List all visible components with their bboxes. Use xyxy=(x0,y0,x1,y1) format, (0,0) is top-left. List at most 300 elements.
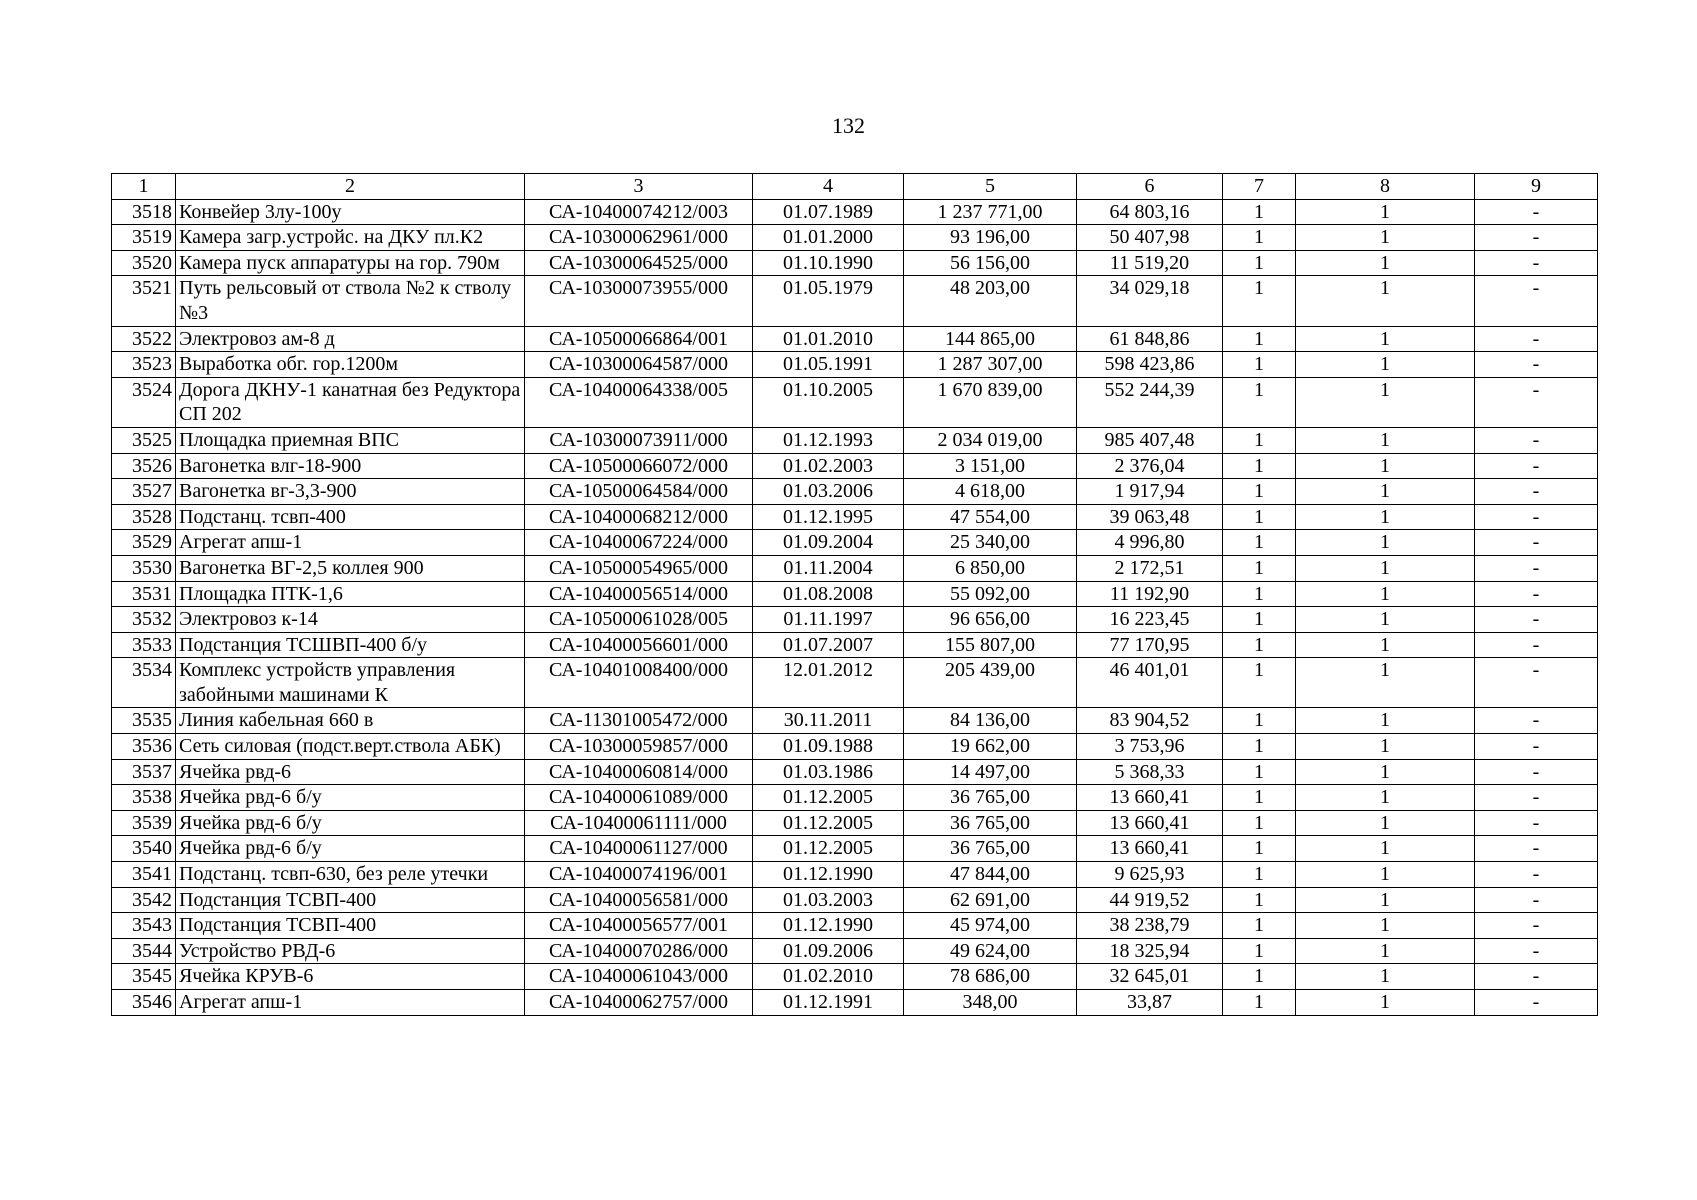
initial-cost: 93 196,00 xyxy=(904,225,1077,251)
commission-date: 01.02.2010 xyxy=(753,964,904,990)
asset-name: Дорога ДКНУ-1 канатная без Редуктора СП 202 xyxy=(176,377,525,427)
initial-cost: 56 156,00 xyxy=(904,250,1077,276)
row-number: 3523 xyxy=(112,352,176,378)
commission-date: 01.01.2000 xyxy=(753,225,904,251)
row-number: 3530 xyxy=(112,555,176,581)
inventory-code: СА-10400056514/000 xyxy=(525,581,753,607)
table-row xyxy=(112,887,1598,913)
row-number: 3522 xyxy=(112,326,176,352)
note-cell: - xyxy=(1475,913,1598,939)
quantity-cell: 1 xyxy=(1223,785,1296,811)
initial-cost: 25 340,00 xyxy=(904,530,1077,556)
commission-date: 01.03.1986 xyxy=(753,759,904,785)
quantity-cell: 1 xyxy=(1296,913,1475,939)
table-row xyxy=(112,581,1598,607)
initial-cost: 205 439,00 xyxy=(904,658,1077,708)
quantity-cell: 1 xyxy=(1296,479,1475,505)
commission-date: 01.10.2005 xyxy=(753,377,904,427)
note-cell: - xyxy=(1475,225,1598,251)
initial-cost: 45 974,00 xyxy=(904,913,1077,939)
asset-name: Подстанция ТСВП-400 xyxy=(176,887,525,913)
row-number: 3535 xyxy=(112,708,176,734)
table-row xyxy=(112,504,1598,530)
initial-cost: 2 034 019,00 xyxy=(904,427,1077,453)
row-number: 3518 xyxy=(112,199,176,225)
initial-cost: 62 691,00 xyxy=(904,887,1077,913)
asset-name: Электровоз к-14 xyxy=(176,607,525,633)
inventory-code: СА-10300059857/000 xyxy=(525,734,753,760)
residual-value: 11 519,20 xyxy=(1077,250,1223,276)
inventory-code: СА-10500061028/005 xyxy=(525,607,753,633)
commission-date: 01.08.2008 xyxy=(753,581,904,607)
quantity-cell: 1 xyxy=(1296,708,1475,734)
commission-date: 01.12.1995 xyxy=(753,504,904,530)
note-cell: - xyxy=(1475,377,1598,427)
table-row xyxy=(112,276,1598,326)
table-row xyxy=(112,708,1598,734)
row-number: 3533 xyxy=(112,632,176,658)
asset-name: Путь рельсовый от ствола №2 к стволу №3 xyxy=(176,276,525,326)
residual-value: 2 172,51 xyxy=(1077,555,1223,581)
table-row xyxy=(112,810,1598,836)
inventory-code: СА-11301005472/000 xyxy=(525,708,753,734)
table-row xyxy=(112,453,1598,479)
commission-date: 01.12.1990 xyxy=(753,913,904,939)
row-number: 3528 xyxy=(112,504,176,530)
initial-cost: 48 203,00 xyxy=(904,276,1077,326)
quantity-cell: 1 xyxy=(1296,607,1475,633)
column-header: 7 xyxy=(1223,174,1296,200)
residual-value: 32 645,01 xyxy=(1077,964,1223,990)
initial-cost: 3 151,00 xyxy=(904,453,1077,479)
table-row xyxy=(112,785,1598,811)
initial-cost: 49 624,00 xyxy=(904,938,1077,964)
quantity-cell: 1 xyxy=(1223,199,1296,225)
note-cell: - xyxy=(1475,504,1598,530)
quantity-cell: 1 xyxy=(1296,555,1475,581)
commission-date: 01.11.1997 xyxy=(753,607,904,633)
residual-value: 13 660,41 xyxy=(1077,810,1223,836)
table-row xyxy=(112,225,1598,251)
row-number: 3527 xyxy=(112,479,176,505)
header-row xyxy=(112,174,1598,200)
residual-value: 33,87 xyxy=(1077,990,1223,1016)
note-cell: - xyxy=(1475,810,1598,836)
row-number: 3519 xyxy=(112,225,176,251)
asset-name: Подстанц. тсвп-630, без реле утечки xyxy=(176,862,525,888)
quantity-cell: 1 xyxy=(1223,810,1296,836)
note-cell: - xyxy=(1475,581,1598,607)
residual-value: 1 917,94 xyxy=(1077,479,1223,505)
initial-cost: 36 765,00 xyxy=(904,836,1077,862)
quantity-cell: 1 xyxy=(1223,276,1296,326)
asset-name: Вагонетка ВГ-2,5 коллея 900 xyxy=(176,555,525,581)
quantity-cell: 1 xyxy=(1223,887,1296,913)
residual-value: 598 423,86 xyxy=(1077,352,1223,378)
note-cell: - xyxy=(1475,352,1598,378)
inventory-code: СА-10400074196/001 xyxy=(525,862,753,888)
table-row xyxy=(112,607,1598,633)
residual-value: 50 407,98 xyxy=(1077,225,1223,251)
row-number: 3532 xyxy=(112,607,176,633)
quantity-cell: 1 xyxy=(1296,276,1475,326)
inventory-code: СА-10300073955/000 xyxy=(525,276,753,326)
table-row xyxy=(112,530,1598,556)
inventory-code: СА-10400067224/000 xyxy=(525,530,753,556)
residual-value: 34 029,18 xyxy=(1077,276,1223,326)
inventory-code: СА-10500054965/000 xyxy=(525,555,753,581)
commission-date: 01.12.1991 xyxy=(753,990,904,1016)
asset-name: Подстанция ТСШВП-400 б/у xyxy=(176,632,525,658)
inventory-code: СА-10400061089/000 xyxy=(525,785,753,811)
asset-name: Площадка ПТК-1,6 xyxy=(176,581,525,607)
row-number: 3525 xyxy=(112,427,176,453)
asset-name: Сеть силовая (подст.верт.ствола АБК) xyxy=(176,734,525,760)
inventory-code: СА-10400056601/000 xyxy=(525,632,753,658)
row-number: 3536 xyxy=(112,734,176,760)
residual-value: 18 325,94 xyxy=(1077,938,1223,964)
commission-date: 01.12.2005 xyxy=(753,785,904,811)
quantity-cell: 1 xyxy=(1223,990,1296,1016)
column-header: 8 xyxy=(1296,174,1475,200)
quantity-cell: 1 xyxy=(1296,964,1475,990)
note-cell: - xyxy=(1475,887,1598,913)
quantity-cell: 1 xyxy=(1223,453,1296,479)
note-cell: - xyxy=(1475,250,1598,276)
table-row xyxy=(112,479,1598,505)
commission-date: 01.05.1979 xyxy=(753,276,904,326)
note-cell: - xyxy=(1475,427,1598,453)
row-number: 3546 xyxy=(112,990,176,1016)
row-number: 3544 xyxy=(112,938,176,964)
commission-date: 01.02.2003 xyxy=(753,453,904,479)
row-number: 3541 xyxy=(112,862,176,888)
quantity-cell: 1 xyxy=(1296,225,1475,251)
row-number: 3529 xyxy=(112,530,176,556)
asset-name: Камера загр.устройс. на ДКУ пл.К2 xyxy=(176,225,525,251)
quantity-cell: 1 xyxy=(1296,785,1475,811)
residual-value: 5 368,33 xyxy=(1077,759,1223,785)
residual-value: 44 919,52 xyxy=(1077,887,1223,913)
inventory-code: СА-10400056577/001 xyxy=(525,913,753,939)
asset-name: Ячейка рвд-6 xyxy=(176,759,525,785)
table-row xyxy=(112,352,1598,378)
initial-cost: 55 092,00 xyxy=(904,581,1077,607)
initial-cost: 1 237 771,00 xyxy=(904,199,1077,225)
quantity-cell: 1 xyxy=(1223,938,1296,964)
quantity-cell: 1 xyxy=(1223,658,1296,708)
asset-name: Подстанция ТСВП-400 xyxy=(176,913,525,939)
asset-name: Линия кабельная 660 в xyxy=(176,708,525,734)
quantity-cell: 1 xyxy=(1223,913,1296,939)
column-header: 1 xyxy=(112,174,176,200)
note-cell: - xyxy=(1475,658,1598,708)
quantity-cell: 1 xyxy=(1296,887,1475,913)
commission-date: 01.12.2005 xyxy=(753,836,904,862)
row-number: 3531 xyxy=(112,581,176,607)
initial-cost: 19 662,00 xyxy=(904,734,1077,760)
residual-value: 985 407,48 xyxy=(1077,427,1223,453)
residual-value: 77 170,95 xyxy=(1077,632,1223,658)
table-row xyxy=(112,734,1598,760)
quantity-cell: 1 xyxy=(1296,326,1475,352)
quantity-cell: 1 xyxy=(1296,734,1475,760)
note-cell: - xyxy=(1475,555,1598,581)
inventory-code: СА-10400061043/000 xyxy=(525,964,753,990)
quantity-cell: 1 xyxy=(1223,708,1296,734)
initial-cost: 78 686,00 xyxy=(904,964,1077,990)
quantity-cell: 1 xyxy=(1296,632,1475,658)
commission-date: 01.12.1993 xyxy=(753,427,904,453)
table-row xyxy=(112,555,1598,581)
asset-name: Камера пуск аппаратуры на гор. 790м xyxy=(176,250,525,276)
table-row xyxy=(112,862,1598,888)
commission-date: 01.07.1989 xyxy=(753,199,904,225)
commission-date: 01.11.2004 xyxy=(753,555,904,581)
note-cell: - xyxy=(1475,785,1598,811)
row-number: 3537 xyxy=(112,759,176,785)
residual-value: 2 376,04 xyxy=(1077,453,1223,479)
row-number: 3520 xyxy=(112,250,176,276)
quantity-cell: 1 xyxy=(1223,759,1296,785)
note-cell: - xyxy=(1475,276,1598,326)
note-cell: - xyxy=(1475,938,1598,964)
asset-name: Электровоз ам-8 д xyxy=(176,326,525,352)
row-number: 3524 xyxy=(112,377,176,427)
quantity-cell: 1 xyxy=(1223,352,1296,378)
inventory-code: СА-10400074212/003 xyxy=(525,199,753,225)
initial-cost: 4 618,00 xyxy=(904,479,1077,505)
note-cell: - xyxy=(1475,759,1598,785)
commission-date: 01.01.2010 xyxy=(753,326,904,352)
inventory-code: СА-10500066864/001 xyxy=(525,326,753,352)
initial-cost: 6 850,00 xyxy=(904,555,1077,581)
quantity-cell: 1 xyxy=(1223,555,1296,581)
quantity-cell: 1 xyxy=(1296,199,1475,225)
residual-value: 11 192,90 xyxy=(1077,581,1223,607)
commission-date: 01.12.1990 xyxy=(753,862,904,888)
quantity-cell: 1 xyxy=(1223,250,1296,276)
inventory-code: СА-10300073911/000 xyxy=(525,427,753,453)
residual-value: 16 223,45 xyxy=(1077,607,1223,633)
residual-value: 61 848,86 xyxy=(1077,326,1223,352)
initial-cost: 144 865,00 xyxy=(904,326,1077,352)
table-row xyxy=(112,250,1598,276)
commission-date: 01.09.2004 xyxy=(753,530,904,556)
quantity-cell: 1 xyxy=(1296,504,1475,530)
inventory-table xyxy=(111,173,1598,1016)
inventory-code: СА-10500066072/000 xyxy=(525,453,753,479)
asset-name: Вагонетка влг-18-900 xyxy=(176,453,525,479)
residual-value: 13 660,41 xyxy=(1077,785,1223,811)
inventory-code: СА-10300064587/000 xyxy=(525,352,753,378)
residual-value: 39 063,48 xyxy=(1077,504,1223,530)
note-cell: - xyxy=(1475,530,1598,556)
asset-name: Агрегат апш-1 xyxy=(176,990,525,1016)
quantity-cell: 1 xyxy=(1223,427,1296,453)
row-number: 3521 xyxy=(112,276,176,326)
table-row xyxy=(112,326,1598,352)
note-cell: - xyxy=(1475,632,1598,658)
quantity-cell: 1 xyxy=(1223,734,1296,760)
residual-value: 46 401,01 xyxy=(1077,658,1223,708)
residual-value: 3 753,96 xyxy=(1077,734,1223,760)
inventory-code: СА-10400056581/000 xyxy=(525,887,753,913)
table-row xyxy=(112,964,1598,990)
row-number: 3538 xyxy=(112,785,176,811)
row-number: 3539 xyxy=(112,810,176,836)
commission-date: 01.03.2003 xyxy=(753,887,904,913)
quantity-cell: 1 xyxy=(1296,250,1475,276)
note-cell: - xyxy=(1475,862,1598,888)
table-row xyxy=(112,990,1598,1016)
table-row xyxy=(112,913,1598,939)
quantity-cell: 1 xyxy=(1223,530,1296,556)
initial-cost: 47 844,00 xyxy=(904,862,1077,888)
commission-date: 30.11.2011 xyxy=(753,708,904,734)
asset-name: Конвейер 3лу-100у xyxy=(176,199,525,225)
commission-date: 12.01.2012 xyxy=(753,658,904,708)
residual-value: 83 904,52 xyxy=(1077,708,1223,734)
column-header: 6 xyxy=(1077,174,1223,200)
quantity-cell: 1 xyxy=(1296,352,1475,378)
commission-date: 01.12.2005 xyxy=(753,810,904,836)
quantity-cell: 1 xyxy=(1296,581,1475,607)
asset-name: Ячейка рвд-6 б/у xyxy=(176,785,525,811)
residual-value: 4 996,80 xyxy=(1077,530,1223,556)
quantity-cell: 1 xyxy=(1296,990,1475,1016)
quantity-cell: 1 xyxy=(1223,581,1296,607)
initial-cost: 47 554,00 xyxy=(904,504,1077,530)
row-number: 3542 xyxy=(112,887,176,913)
residual-value: 64 803,16 xyxy=(1077,199,1223,225)
table-row xyxy=(112,199,1598,225)
column-header: 9 xyxy=(1475,174,1598,200)
quantity-cell: 1 xyxy=(1296,377,1475,427)
note-cell: - xyxy=(1475,990,1598,1016)
inventory-code: СА-10400061127/000 xyxy=(525,836,753,862)
note-cell: - xyxy=(1475,836,1598,862)
quantity-cell: 1 xyxy=(1223,504,1296,530)
row-number: 3526 xyxy=(112,453,176,479)
note-cell: - xyxy=(1475,734,1598,760)
quantity-cell: 1 xyxy=(1296,759,1475,785)
quantity-cell: 1 xyxy=(1223,225,1296,251)
quantity-cell: 1 xyxy=(1296,427,1475,453)
table-row xyxy=(112,658,1598,708)
initial-cost: 1 670 839,00 xyxy=(904,377,1077,427)
quantity-cell: 1 xyxy=(1296,658,1475,708)
quantity-cell: 1 xyxy=(1223,862,1296,888)
quantity-cell: 1 xyxy=(1296,810,1475,836)
inventory-code: СА-10300062961/000 xyxy=(525,225,753,251)
inventory-code: СА-10400064338/005 xyxy=(525,377,753,427)
initial-cost: 155 807,00 xyxy=(904,632,1077,658)
quantity-cell: 1 xyxy=(1223,607,1296,633)
residual-value: 13 660,41 xyxy=(1077,836,1223,862)
note-cell: - xyxy=(1475,964,1598,990)
initial-cost: 36 765,00 xyxy=(904,785,1077,811)
quantity-cell: 1 xyxy=(1296,836,1475,862)
quantity-cell: 1 xyxy=(1296,938,1475,964)
table-row xyxy=(112,632,1598,658)
column-header: 4 xyxy=(753,174,904,200)
commission-date: 01.03.2006 xyxy=(753,479,904,505)
column-header: 3 xyxy=(525,174,753,200)
initial-cost: 36 765,00 xyxy=(904,810,1077,836)
inventory-code: СА-10401008400/000 xyxy=(525,658,753,708)
inventory-code: СА-10400061111/000 xyxy=(525,810,753,836)
inventory-code: СА-10400062757/000 xyxy=(525,990,753,1016)
initial-cost: 96 656,00 xyxy=(904,607,1077,633)
quantity-cell: 1 xyxy=(1223,377,1296,427)
asset-name: Ячейка рвд-6 б/у xyxy=(176,836,525,862)
quantity-cell: 1 xyxy=(1223,479,1296,505)
residual-value: 38 238,79 xyxy=(1077,913,1223,939)
asset-name: Ячейка рвд-6 б/у xyxy=(176,810,525,836)
quantity-cell: 1 xyxy=(1296,530,1475,556)
inventory-code: СА-10300064525/000 xyxy=(525,250,753,276)
table-row xyxy=(112,836,1598,862)
asset-name: Устройство РВД-6 xyxy=(176,938,525,964)
initial-cost: 14 497,00 xyxy=(904,759,1077,785)
row-number: 3545 xyxy=(112,964,176,990)
note-cell: - xyxy=(1475,607,1598,633)
initial-cost: 1 287 307,00 xyxy=(904,352,1077,378)
asset-name: Площадка приемная ВПС xyxy=(176,427,525,453)
quantity-cell: 1 xyxy=(1223,964,1296,990)
note-cell: - xyxy=(1475,479,1598,505)
commission-date: 01.09.2006 xyxy=(753,938,904,964)
residual-value: 552 244,39 xyxy=(1077,377,1223,427)
row-number: 3540 xyxy=(112,836,176,862)
asset-name: Подстанц. тсвп-400 xyxy=(176,504,525,530)
asset-name: Выработка обг. гор.1200м xyxy=(176,352,525,378)
table-row xyxy=(112,759,1598,785)
inventory-code: СА-10500064584/000 xyxy=(525,479,753,505)
inventory-code: СА-10400068212/000 xyxy=(525,504,753,530)
table-row xyxy=(112,377,1598,427)
note-cell: - xyxy=(1475,326,1598,352)
page-number: 132 xyxy=(832,113,865,138)
table-row xyxy=(112,938,1598,964)
table-row xyxy=(112,427,1598,453)
commission-date: 01.10.1990 xyxy=(753,250,904,276)
note-cell: - xyxy=(1475,199,1598,225)
asset-name: Агрегат апш-1 xyxy=(176,530,525,556)
asset-name: Вагонетка вг-3,3-900 xyxy=(176,479,525,505)
column-header: 5 xyxy=(904,174,1077,200)
quantity-cell: 1 xyxy=(1223,326,1296,352)
note-cell: - xyxy=(1475,453,1598,479)
commission-date: 01.05.1991 xyxy=(753,352,904,378)
row-number: 3543 xyxy=(112,913,176,939)
row-number: 3534 xyxy=(112,658,176,708)
quantity-cell: 1 xyxy=(1296,862,1475,888)
column-header: 2 xyxy=(176,174,525,200)
inventory-code: СА-10400060814/000 xyxy=(525,759,753,785)
initial-cost: 348,00 xyxy=(904,990,1077,1016)
quantity-cell: 1 xyxy=(1223,632,1296,658)
asset-name: Ячейка КРУВ-6 xyxy=(176,964,525,990)
commission-date: 01.09.1988 xyxy=(753,734,904,760)
note-cell: - xyxy=(1475,708,1598,734)
quantity-cell: 1 xyxy=(1296,453,1475,479)
asset-name: Комплекс устройств управления забойными машинами К xyxy=(176,658,525,708)
initial-cost: 84 136,00 xyxy=(904,708,1077,734)
commission-date: 01.07.2007 xyxy=(753,632,904,658)
quantity-cell: 1 xyxy=(1223,836,1296,862)
